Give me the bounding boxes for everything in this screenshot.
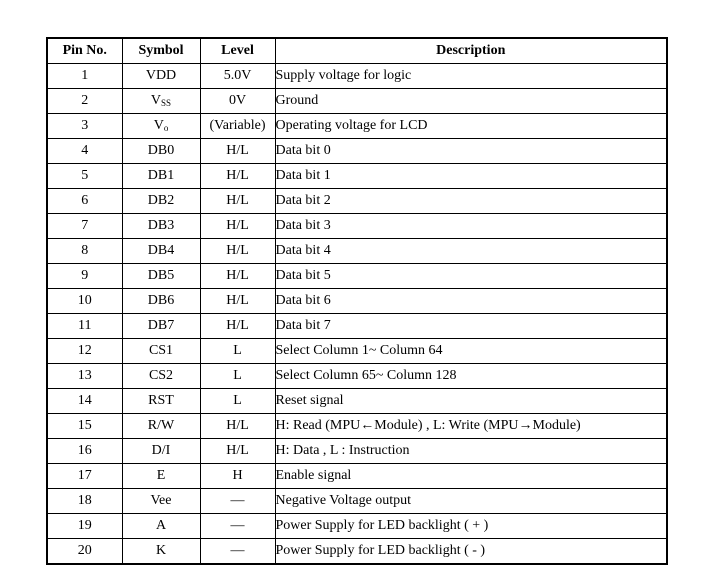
pin-number-cell: 14 — [47, 389, 122, 414]
description-cell: Supply voltage for logic — [275, 64, 667, 89]
description-cell: Data bit 5 — [275, 264, 667, 289]
symbol-cell — [122, 464, 200, 489]
symbol-cell — [122, 114, 200, 139]
symbol-text: R/W — [147, 418, 175, 433]
symbol-cell — [122, 539, 200, 565]
symbol-subscript: o — [163, 123, 169, 133]
level-cell: — — [200, 514, 275, 539]
level-cell: — — [200, 539, 275, 565]
table-row — [47, 464, 667, 489]
symbol-cell — [122, 214, 200, 239]
description-cell: Data bit 4 — [275, 239, 667, 264]
symbol-text: E — [156, 468, 166, 483]
symbol-cell — [122, 164, 200, 189]
pin-number-cell: 5 — [47, 164, 122, 189]
level-cell: 5.0V — [200, 64, 275, 89]
level-cell: — — [200, 489, 275, 514]
symbol-text: DB3 — [147, 218, 175, 233]
symbol-cell — [122, 89, 200, 114]
table-row — [47, 539, 667, 565]
pin-number-cell: 13 — [47, 364, 122, 389]
symbol-text: DB5 — [147, 268, 175, 283]
header-row — [47, 38, 667, 64]
symbol-text: VDD — [145, 68, 177, 83]
header-pin-no: Pin No. — [47, 38, 122, 64]
symbol-cell — [122, 314, 200, 339]
description-cell: Negative Voltage output — [275, 489, 667, 514]
pin-number-cell: 15 — [47, 414, 122, 439]
symbol-text: DB2 — [147, 193, 175, 208]
symbol-subscript: SS — [161, 98, 172, 108]
symbol-cell — [122, 189, 200, 214]
level-cell: H/L — [200, 439, 275, 464]
symbol-cell — [122, 414, 200, 439]
description-cell: Data bit 2 — [275, 189, 667, 214]
symbol-text: A — [155, 518, 167, 533]
description-cell: H: Read (MPU←Module) , L: Write (MPU→Module) — [275, 414, 667, 439]
pin-number-cell: 9 — [47, 264, 122, 289]
symbol-cell — [122, 364, 200, 389]
table-row — [47, 414, 667, 439]
table-row — [47, 239, 667, 264]
table-row — [47, 139, 667, 164]
description-cell: Power Supply for LED backlight ( - ) — [275, 539, 667, 565]
symbol-text: D/I — [151, 443, 171, 458]
description-cell: Data bit 0 — [275, 139, 667, 164]
description-cell: Data bit 1 — [275, 164, 667, 189]
table-row — [47, 314, 667, 339]
pin-number-cell: 10 — [47, 289, 122, 314]
level-cell: H/L — [200, 139, 275, 164]
level-cell: (Variable) — [200, 114, 275, 139]
pin-number-cell: 1 — [47, 64, 122, 89]
table-row — [47, 439, 667, 464]
level-cell: H — [200, 464, 275, 489]
description-cell: H: Data , L : Instruction — [275, 439, 667, 464]
level-cell: H/L — [200, 264, 275, 289]
table-row — [47, 339, 667, 364]
table-row — [47, 114, 667, 139]
pin-number-cell: 7 — [47, 214, 122, 239]
table-row — [47, 364, 667, 389]
table-row — [47, 264, 667, 289]
pin-number-cell: 16 — [47, 439, 122, 464]
level-cell: H/L — [200, 164, 275, 189]
symbol-text: DB0 — [147, 143, 175, 158]
pin-number-cell: 6 — [47, 189, 122, 214]
symbol-text: DB6 — [147, 293, 175, 308]
header-symbol: Symbol — [122, 38, 200, 64]
level-cell: H/L — [200, 214, 275, 239]
description-cell: Data bit 3 — [275, 214, 667, 239]
description-cell: Select Column 65~ Column 128 — [275, 364, 667, 389]
symbol-cell — [122, 514, 200, 539]
pin-number-cell: 8 — [47, 239, 122, 264]
symbol-text: CS1 — [148, 343, 174, 358]
symbol-cell — [122, 439, 200, 464]
symbol-text: K — [155, 543, 167, 558]
pin-assignment-table — [46, 37, 668, 565]
description-cell: Power Supply for LED backlight ( + ) — [275, 514, 667, 539]
symbol-cell — [122, 239, 200, 264]
header-description: Description — [275, 38, 667, 64]
symbol-text: DB4 — [147, 243, 175, 258]
description-cell: Reset signal — [275, 389, 667, 414]
table-row — [47, 64, 667, 89]
table-row — [47, 389, 667, 414]
symbol-cell — [122, 139, 200, 164]
level-cell: H/L — [200, 239, 275, 264]
level-cell: L — [200, 389, 275, 414]
level-cell: H/L — [200, 189, 275, 214]
symbol-text: Vee — [150, 493, 172, 508]
symbol-text: DB7 — [147, 318, 175, 333]
symbol-text: V — [153, 118, 164, 133]
symbol-text: RST — [148, 393, 174, 408]
pin-number-cell: 11 — [47, 314, 122, 339]
level-cell: 0V — [200, 89, 275, 114]
level-cell: H/L — [200, 414, 275, 439]
table-row — [47, 289, 667, 314]
level-cell: H/L — [200, 289, 275, 314]
table-row — [47, 489, 667, 514]
table-row — [47, 189, 667, 214]
pin-number-cell: 18 — [47, 489, 122, 514]
level-cell: H/L — [200, 314, 275, 339]
pin-number-cell: 2 — [47, 89, 122, 114]
symbol-text: V — [150, 93, 162, 108]
description-cell: Ground — [275, 89, 667, 114]
description-cell: Enable signal — [275, 464, 667, 489]
level-cell: L — [200, 364, 275, 389]
symbol-cell — [122, 264, 200, 289]
symbol-cell — [122, 389, 200, 414]
table-row — [47, 89, 667, 114]
table-row — [47, 164, 667, 189]
pin-number-cell: 3 — [47, 114, 122, 139]
table-row — [47, 214, 667, 239]
symbol-text: CS2 — [148, 368, 174, 383]
description-cell: Operating voltage for LCD — [275, 114, 667, 139]
pin-number-cell: 12 — [47, 339, 122, 364]
symbol-cell — [122, 339, 200, 364]
symbol-cell — [122, 489, 200, 514]
description-cell: Data bit 6 — [275, 289, 667, 314]
table-row — [47, 514, 667, 539]
pin-number-cell: 20 — [47, 539, 122, 565]
pin-number-cell: 17 — [47, 464, 122, 489]
pin-number-cell: 4 — [47, 139, 122, 164]
level-cell: L — [200, 339, 275, 364]
symbol-cell — [122, 64, 200, 89]
description-cell: Data bit 7 — [275, 314, 667, 339]
header-level: Level — [200, 38, 275, 64]
symbol-cell — [122, 289, 200, 314]
description-cell: Select Column 1~ Column 64 — [275, 339, 667, 364]
pin-number-cell: 19 — [47, 514, 122, 539]
symbol-text: DB1 — [147, 168, 175, 183]
